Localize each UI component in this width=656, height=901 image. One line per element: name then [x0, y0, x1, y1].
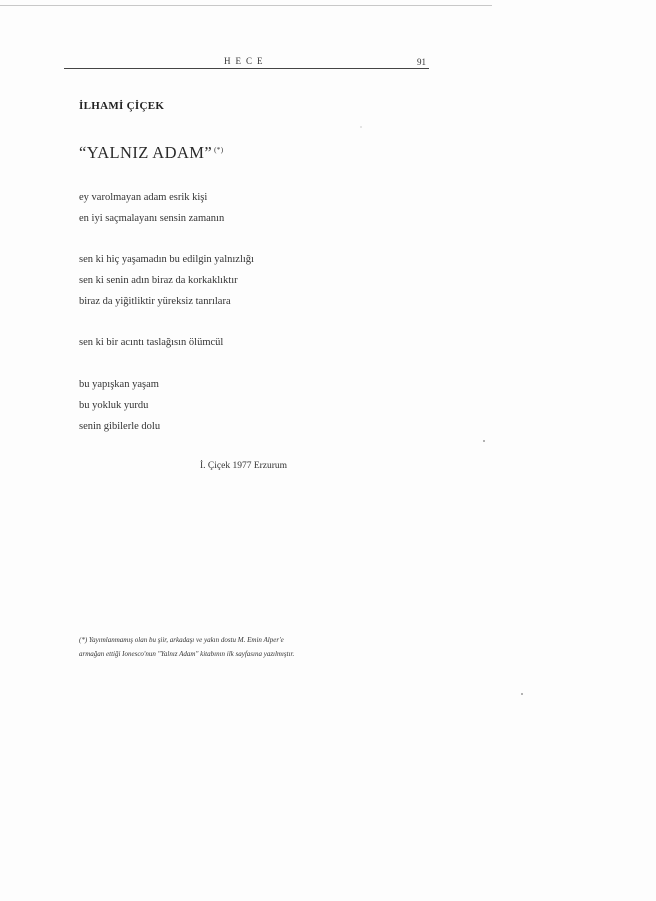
page-number: 91 [417, 57, 426, 67]
footnote-marker: (*) [214, 145, 224, 154]
scan-speck [483, 440, 485, 442]
scan-speck [360, 126, 362, 128]
footnote-line: armağan ettiği Ionesco'nun "Yalnız Adam" kitabının ilk sayfasına yazılmıştır. [79, 650, 295, 658]
author-name: İLHAMİ ÇİÇEK [79, 100, 165, 112]
poem-title [79, 143, 223, 163]
footnote-line: (*) Yayımlanmamış olan bu şiir, arkadaşı ve yakın dostu M. Emin Alper'e [79, 636, 284, 644]
poem-line: sen ki hiç yaşamadın bu edilgin yalnızlığı [79, 254, 254, 265]
poem-line: ey varolmayan adam esrik kişi [79, 192, 208, 203]
poem-line: sen ki senin adın biraz da korkaklıktır [79, 275, 238, 286]
footnote [79, 633, 294, 661]
stanza-3 [79, 332, 223, 353]
poem-line: biraz da yiğitliktir yüreksiz tanrılara [79, 296, 231, 307]
scan-speck [521, 693, 523, 695]
scan-top-edge-line [0, 5, 492, 6]
poem-line: sen ki bir acıntı taslağısın ölümcül [79, 337, 224, 348]
stanza-4 [79, 374, 160, 437]
poem-title-text: “YALNIZ ADAM” [79, 143, 213, 162]
stanza-1 [79, 187, 224, 229]
journal-name: HECE [224, 56, 268, 66]
header-rule [64, 68, 429, 69]
poem-line: en iyi saçmalayanı sensin zamanın [79, 213, 225, 224]
running-header [64, 55, 429, 69]
poem-line: bu yapışkan yaşam [79, 379, 159, 390]
poem-line: bu yokluk yurdu [79, 400, 149, 411]
signature-line: İ. Çiçek 1977 Erzurum [200, 461, 288, 471]
poem-line: senin gibilerle dolu [79, 421, 161, 432]
stanza-2 [79, 249, 254, 312]
